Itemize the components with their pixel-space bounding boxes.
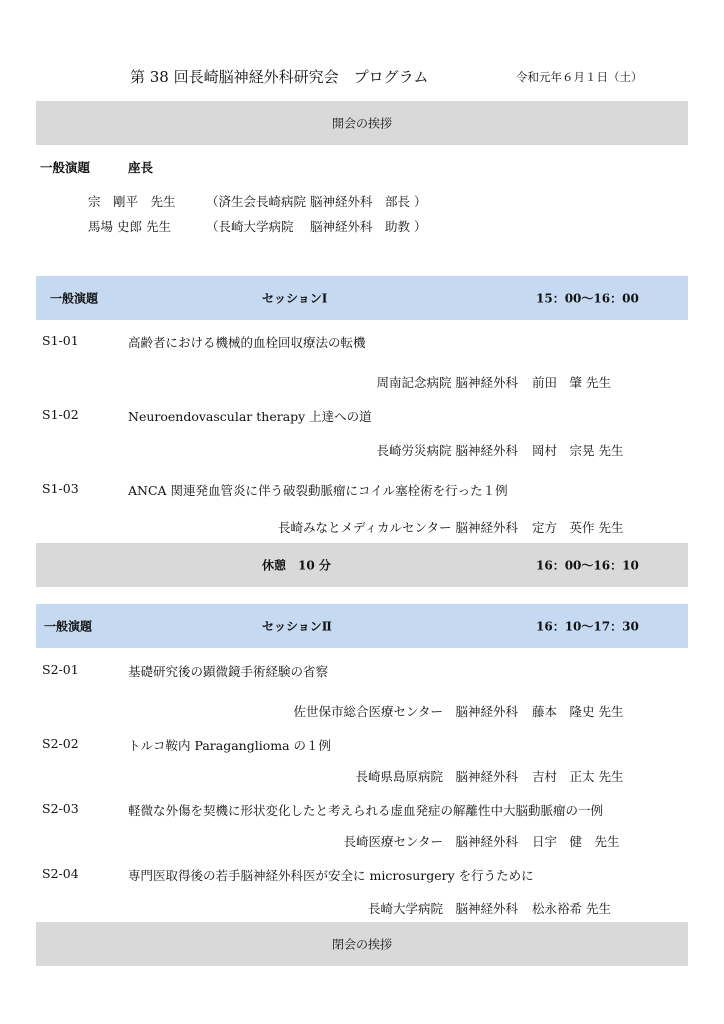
closing-label: 閉会の挨拶: [331, 937, 392, 952]
session1-time: 15：00〜16：00: [536, 291, 639, 306]
talk-title: Neuroendovascular therapy 上達への道: [128, 409, 372, 424]
session2-bar: [36, 604, 688, 648]
talk-title: 基礎研究後の顕微鏡手術経験の省察: [128, 664, 329, 679]
chair-heading-role: 座長: [128, 160, 154, 175]
talk-title: ANCA 関連発血管炎に伴う破裂動脈瘤にコイル塞栓術を行った１例: [128, 483, 508, 498]
session1-category: 一般演題: [50, 291, 99, 306]
page-title: 第 38 回長崎脳神経外科研究会 プログラム: [130, 68, 429, 86]
talk-id: S1-03: [42, 481, 79, 496]
event-date: 令和元年６月１日（土）: [516, 70, 643, 84]
talk-id: S1-02: [42, 407, 79, 422]
talk-affiliation: 長崎大学病院 脳神経外科: [367, 901, 518, 916]
closing-bar: [36, 922, 688, 966]
chair-affiliation: （済生会長崎病院 脳神経外科 部長 ）: [206, 194, 427, 209]
talk-affiliation: 長崎県島原病院 脳神経外科: [355, 769, 518, 784]
session2-name: セッションⅡ: [262, 619, 332, 634]
chair-row: [88, 217, 426, 235]
talk-id: S2-03: [42, 801, 79, 816]
break-time: 16：00〜16：10: [536, 558, 639, 573]
talk-id: S1-01: [42, 333, 79, 348]
break-bar: [36, 543, 688, 587]
talk-speaker: 前田 肇 先生: [532, 375, 611, 390]
opening-label: 開会の挨拶: [331, 116, 392, 131]
talk-title: 軽微な外傷を契機に形状変化したと考えられる虚血発症の解離性中大脳動脈瘤の一例: [128, 803, 604, 818]
talk-affiliation: 長崎みなとメディカルセンター 脳神経外科: [278, 520, 518, 535]
talk-id: S2-02: [42, 736, 79, 751]
chair-name: 馬場 史郎 先生: [88, 219, 171, 234]
chair-affiliation: （長崎大学病院 脳神経外科 助教 ）: [206, 219, 427, 234]
session2-time: 16：10〜17：30: [536, 619, 639, 634]
talk-affiliation: 長崎労災病院 脳神経外科: [376, 443, 518, 458]
talk-id: S2-04: [42, 866, 79, 881]
opening-bar: [36, 101, 688, 145]
talk-id: S2-01: [42, 662, 79, 677]
talk-speaker: 定方 英作 先生: [532, 520, 624, 535]
chair-heading: [40, 158, 153, 176]
break-label: 休憩 10 分: [262, 558, 331, 573]
talk-speaker: 岡村 宗晃 先生: [532, 443, 624, 458]
session1-bar: [36, 276, 688, 320]
session2-category: 一般演題: [44, 619, 93, 634]
talk-speaker: 日宇 健 先生: [532, 834, 620, 849]
talk-affiliation: 周南記念病院 脳神経外科: [376, 375, 518, 390]
talk-title: 高齢者における機械的血栓回収療法の転機: [128, 335, 366, 350]
talk-speaker: 藤本 隆史 先生: [532, 704, 624, 719]
chair-name: 宗 剛平 先生: [88, 194, 176, 209]
talk-speaker: 吉村 正太 先生: [532, 769, 624, 784]
chair-heading-category: 一般演題: [40, 160, 91, 175]
talk-affiliation: 佐世保市総合医療センター 脳神経外科: [293, 704, 518, 719]
talk-affiliation: 長崎医療センター 脳神経外科: [343, 834, 518, 849]
session1-name: セッションⅠ: [262, 291, 328, 306]
talk-title: トルコ鞍内 Paraganglioma の１例: [128, 738, 332, 753]
chair-row: [88, 192, 426, 210]
talk-speaker: 松永裕希 先生: [532, 901, 611, 916]
talk-title: 専門医取得後の若手脳神経外科医が安全に microsurgery を行うために: [128, 868, 534, 883]
